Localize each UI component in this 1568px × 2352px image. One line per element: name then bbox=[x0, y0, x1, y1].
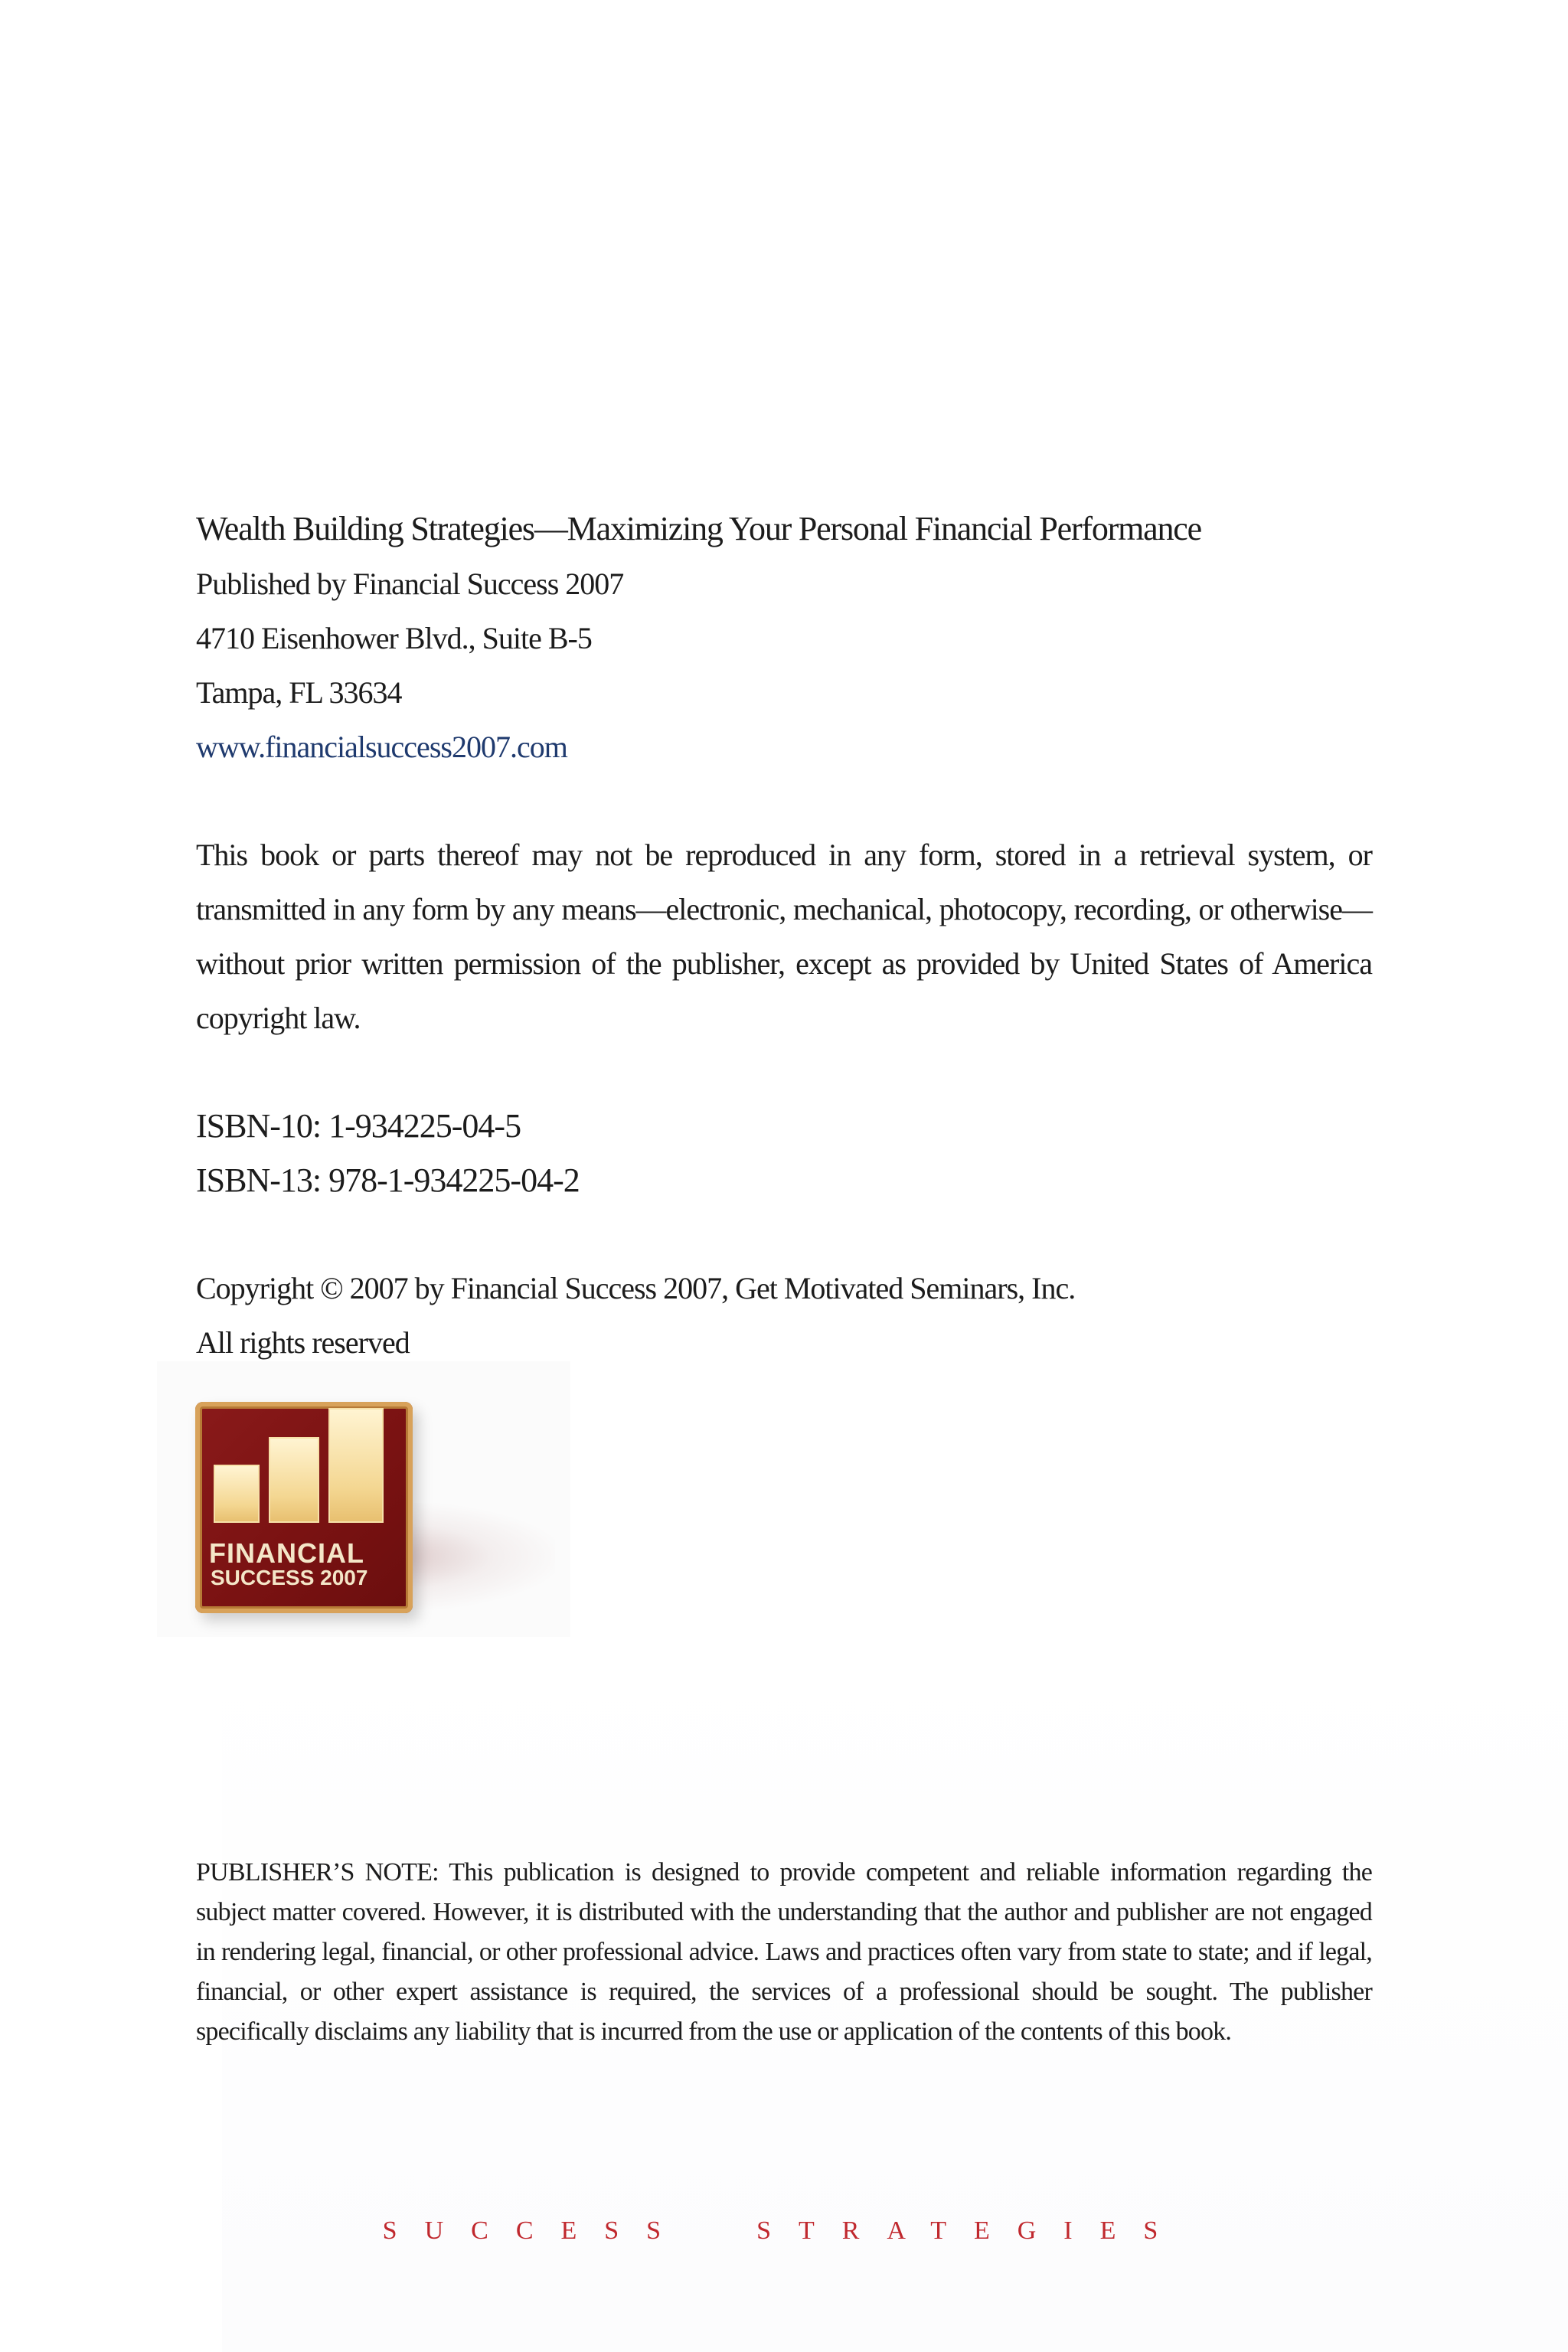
financial-success-logo bbox=[195, 1402, 413, 1613]
logo-bar-icon bbox=[269, 1437, 319, 1523]
address-line-2: Tampa, FL 33634 bbox=[196, 675, 402, 710]
logo-bar-icon bbox=[328, 1408, 384, 1523]
isbn-13: ISBN-13: 978-1-934225-04-2 bbox=[196, 1161, 580, 1199]
logo-text-success: SUCCESS 2007 bbox=[211, 1566, 368, 1589]
publishers-note: PUBLISHER’S NOTE: This publication is designed to provide competent and reliable information regarding the subject matter covered. However, it is distributed with the understanding that the author and publisher are not engaged in rendering legal, financial, or other professional advice. Laws and practices often vary from state to state; and if legal, financial, or other expert assistance is required, the services of a professional should be sought. The publisher specifically disclaims any liability that is incurred from the use or application of the contents of this book. bbox=[196, 1858, 1372, 2046]
website-link[interactable]: www.financialsuccess2007.com bbox=[196, 730, 567, 764]
copyright-block bbox=[196, 1261, 1372, 1370]
publisher-line: Published by Financial Success 2007 bbox=[196, 567, 624, 601]
logo-area bbox=[157, 1361, 570, 1637]
copyright-line: Copyright © 2007 by Financial Success 2007, Get Motivated Seminars, Inc. bbox=[196, 1271, 1076, 1305]
logo-bar-icon bbox=[214, 1465, 260, 1523]
running-footer: SUCCESS STRATEGIES bbox=[382, 2216, 1186, 2245]
isbn-block bbox=[196, 1099, 1372, 1207]
rights-notice: This book or parts thereof may not be reproduced in any form, stored in a retrieval system, or transmitted in any form by any means—electronic, mechanical, photocopy, recording, or otherwise—without prior written permission of the publisher, except as provided by United States of America copyright law. bbox=[196, 838, 1372, 1035]
book-title: Wealth Building Strategies—Maximizing Your Personal Financial Performance bbox=[196, 510, 1201, 547]
address-line-1: 4710 Eisenhower Blvd., Suite B-5 bbox=[196, 621, 592, 655]
all-rights-reserved: All rights reserved bbox=[196, 1325, 410, 1360]
publication-info bbox=[196, 501, 1372, 1370]
logo-text-financial: FINANCIAL bbox=[209, 1537, 364, 1569]
isbn-10: ISBN-10: 1-934225-04-5 bbox=[196, 1107, 521, 1145]
